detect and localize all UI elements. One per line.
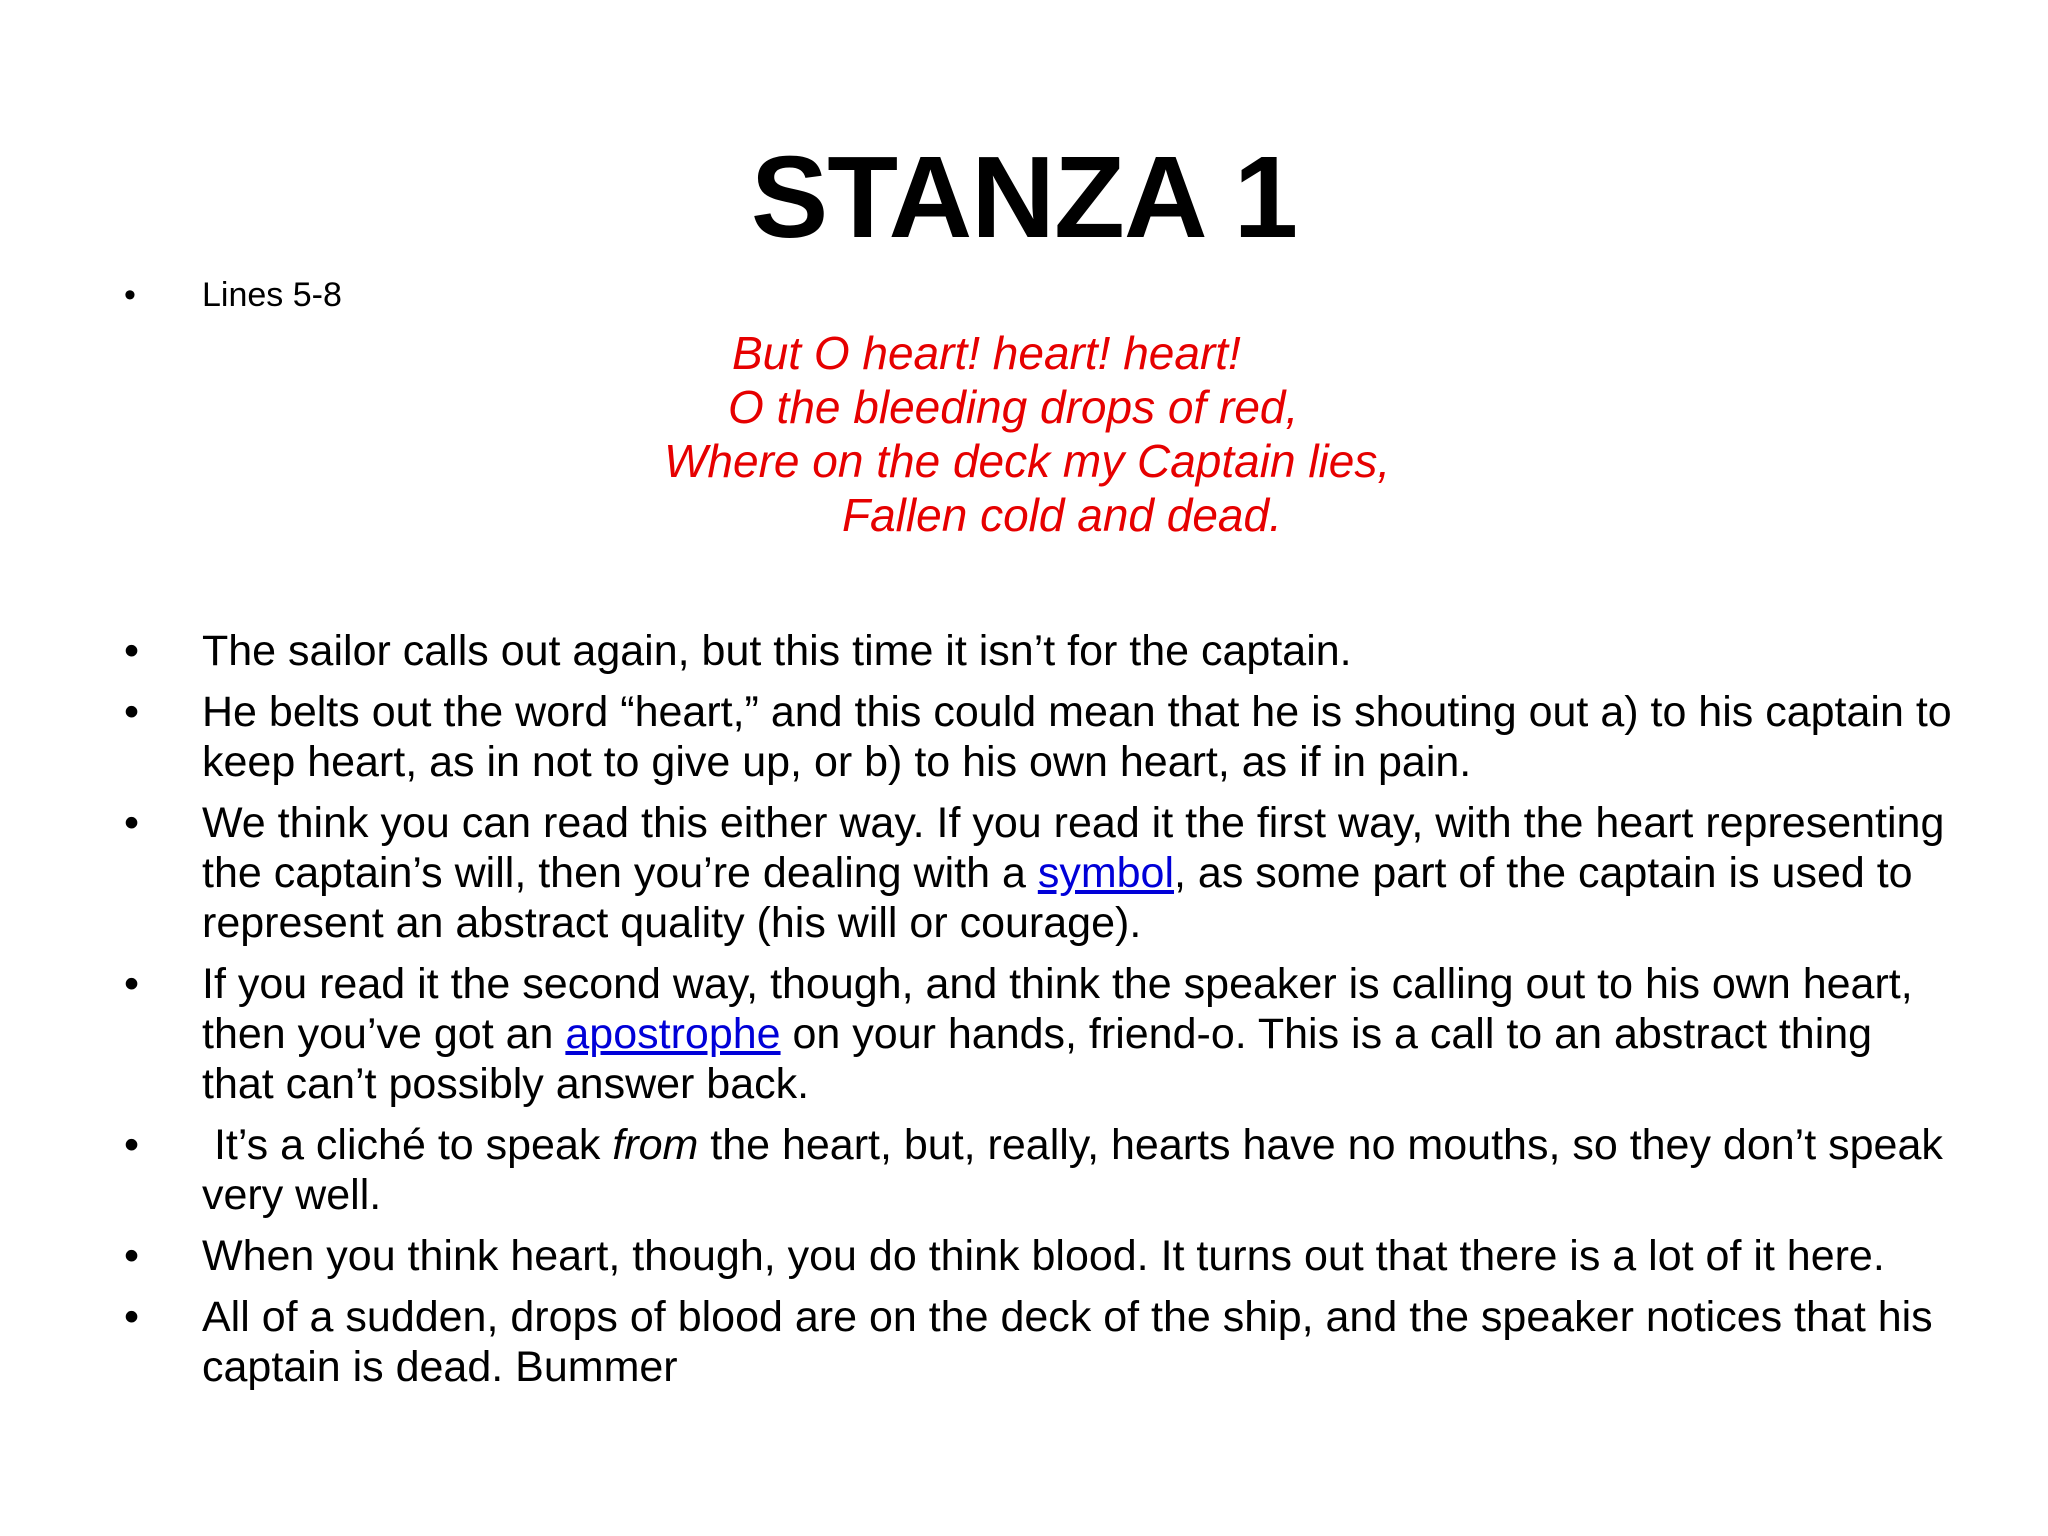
list-item: [124, 687, 1954, 787]
lines-label-item: [124, 272, 342, 318]
quote-line-2: O the bleeding drops of red,: [728, 381, 1299, 433]
lines-label: Lines 5-8: [202, 276, 342, 314]
bullet-dot: •: [124, 1293, 140, 1341]
bullet-text: The sailor calls out again, but this time it isn’t for the captain.: [202, 627, 1352, 675]
list-item: [124, 798, 1954, 948]
bullet-text: [202, 1120, 1954, 1220]
bullet-text-part: We think you can read this either way. If you read it the first way, with the heart representing the captain’s will, then you’re dealing with a: [202, 799, 1945, 897]
bullet-text-part: If you read it the second way, though, and think the speaker is calling out to his own heart, then you’ve got an: [202, 960, 1913, 1058]
bullet-dot: •: [124, 1121, 140, 1169]
bullet-text-part: the heart, but, really, hearts have no mouths, so they don’t speak very well.: [202, 1121, 1955, 1219]
bullet-text-emphasis: from: [612, 1121, 699, 1169]
bullet-dot: •: [124, 688, 140, 736]
bullet-text: [202, 959, 1954, 1109]
bullet-dot: •: [124, 276, 136, 314]
bullet-dot: •: [124, 799, 140, 847]
bullet-text: When you think heart, though, you do think blood. It turns out that there is a lot of it here.: [202, 1232, 1885, 1280]
bullet-text: All of a sudden, drops of blood are on the deck of the ship, and the speaker notices that his captain is dead. Bummer: [202, 1293, 1933, 1391]
bullet-dot: •: [124, 960, 140, 1008]
bullet-dot: •: [124, 1232, 140, 1280]
list-item: [124, 1120, 1954, 1220]
quote-line-4: Fallen cold and dead.: [842, 489, 1282, 541]
slide-title: STANZA 1: [750, 132, 1298, 262]
bullet-text-part: It’s a cliché to speak: [202, 1121, 613, 1169]
list-item: [124, 1292, 1954, 1392]
list-item: [124, 1231, 1954, 1281]
bullet-text: He belts out the word “heart,” and this could mean that he is shouting out a) to his captain to keep heart, as in not to give up, or b) to his own heart, as if in pain.: [202, 688, 1952, 786]
quote-line-3: Where on the deck my Captain lies,: [664, 435, 1391, 487]
bullet-text-part: , as some part of the captain is used to represent an abstract quality (his will or courage).: [202, 849, 1913, 947]
list-item: [124, 959, 1954, 1109]
bullet-text-part: on your hands, friend-o. This is a call to an abstract thing that can’t possibly answer back.: [202, 1010, 1873, 1108]
quote-line-1: But O heart! heart! heart!: [732, 327, 1241, 379]
bullet-text: [202, 798, 1954, 948]
symbol-link[interactable]: symbol: [1037, 849, 1175, 897]
commentary-list: [124, 626, 1954, 1403]
bullet-dot: •: [124, 627, 140, 675]
apostrophe-link[interactable]: apostrophe: [565, 1010, 781, 1058]
list-item: [124, 626, 1954, 676]
